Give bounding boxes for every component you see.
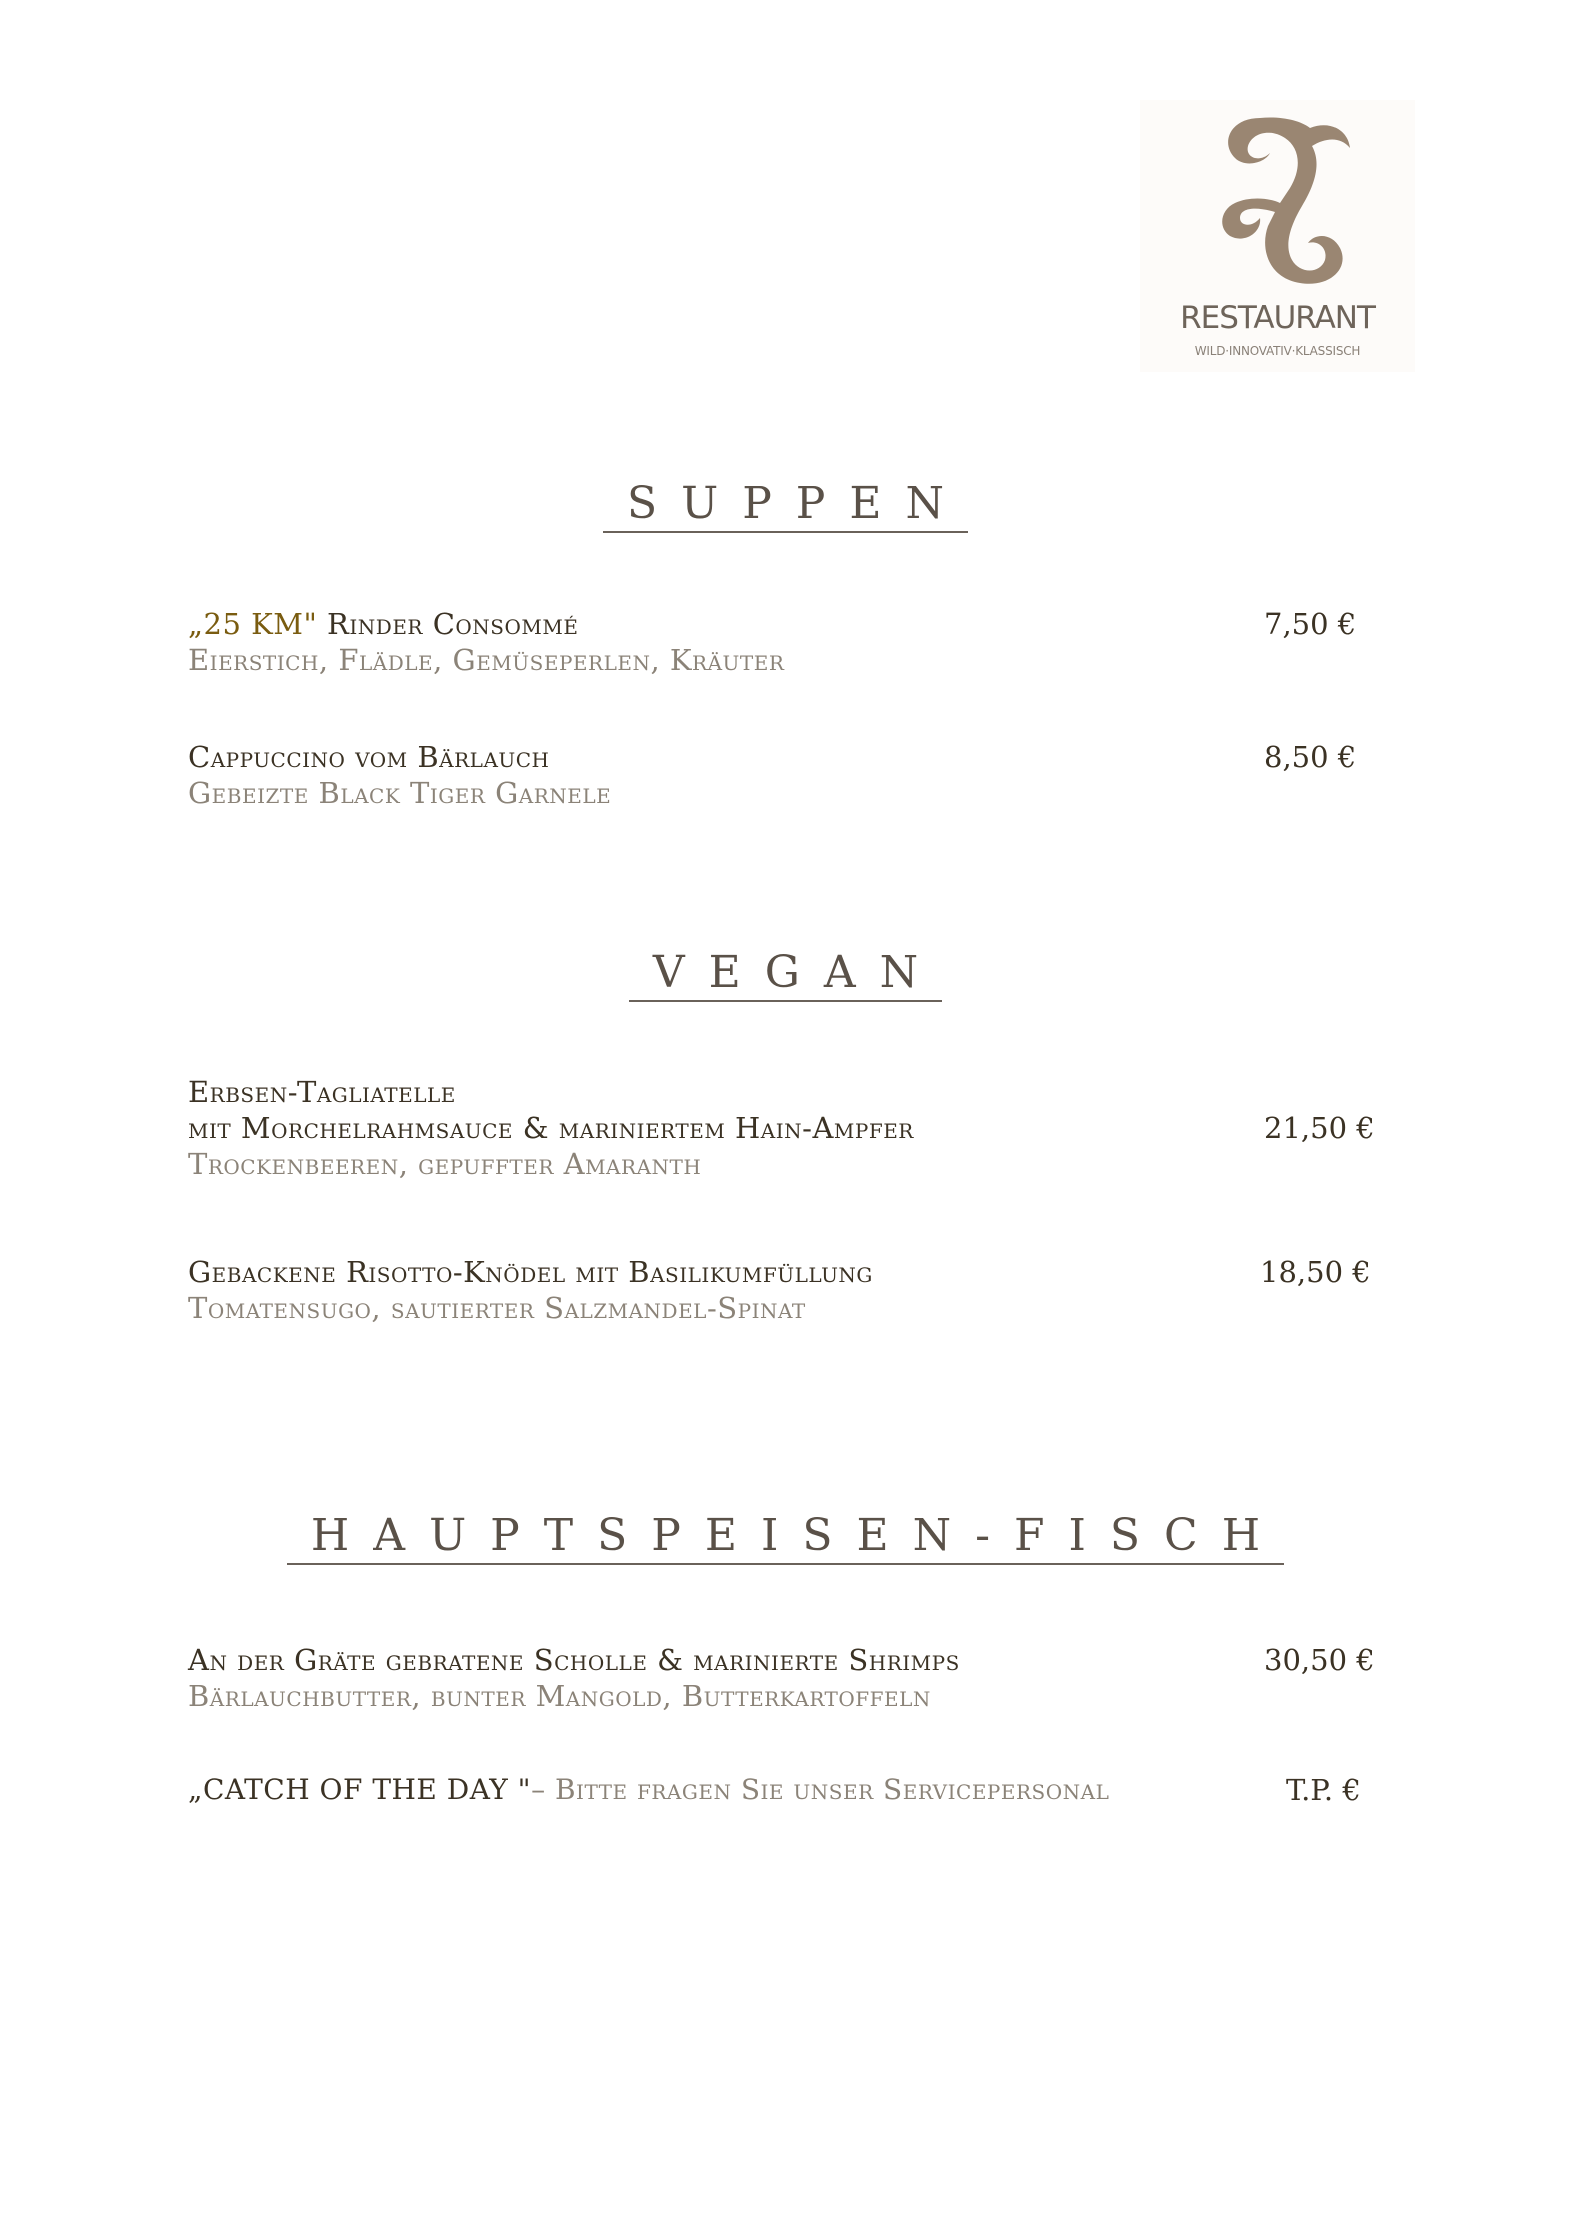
menu-item-description: Tomatensugo, sautierter Salzmandel-Spinat (188, 1291, 806, 1325)
menu-item-description: Eierstich, Flädle, Gemüseperlen, Kräuter (188, 643, 785, 677)
logo-wordmark: RESTAURANT (1180, 300, 1375, 336)
menu-item-description: Trockenbeeren, gepuffter Amaranth (188, 1147, 702, 1181)
gothic-h-monogram-icon (1190, 108, 1360, 298)
menu-item-price: 18,50 € (1260, 1255, 1371, 1289)
menu-item-price: 21,50 € (1264, 1111, 1375, 1145)
menu-item-name: „CATCH OF THE DAY "– Bitte fragen Sie unser Servicepersonal (188, 1773, 1110, 1806)
menu-item-name: „25 KM" Rinder Consommé (188, 607, 579, 641)
section-title-hauptspeisen-fisch: HAUPTSPEISEN-FISCH (0, 1510, 1571, 1565)
menu-item-name: Erbsen-Tagliatelle (188, 1075, 456, 1109)
menu-item-price: 8,50 € (1264, 740, 1357, 774)
section-title-suppen: SUPPEN (0, 478, 1571, 533)
section-title-vegan: VEGAN (0, 947, 1571, 1002)
menu-item-price: 7,50 € (1264, 607, 1357, 641)
menu-item-description: Bärlauchbutter, bunter Mangold, Butterkartoffeln (188, 1679, 931, 1713)
menu-item-price: 30,50 € (1264, 1643, 1375, 1677)
restaurant-logo (1140, 100, 1415, 372)
menu-item-description: Gebeizte Black Tiger Garnele (188, 776, 612, 810)
logo-tagline: WILD·INNOVATIV·KLASSISCH (1194, 344, 1361, 358)
menu-item-name: Gebackene Risotto-Knödel mit Basilikumfüllung (188, 1255, 873, 1289)
menu-item-name: An der Gräte gebratene Scholle & marinierte Shrimps (188, 1643, 960, 1677)
menu-item-name: Cappuccino vom Bärlauch (188, 740, 550, 774)
menu-item-price: T.P. € (1286, 1773, 1361, 1807)
menu-item-name-line2: mit Morchelrahmsauce & mariniertem Hain-Ampfer (188, 1111, 914, 1145)
